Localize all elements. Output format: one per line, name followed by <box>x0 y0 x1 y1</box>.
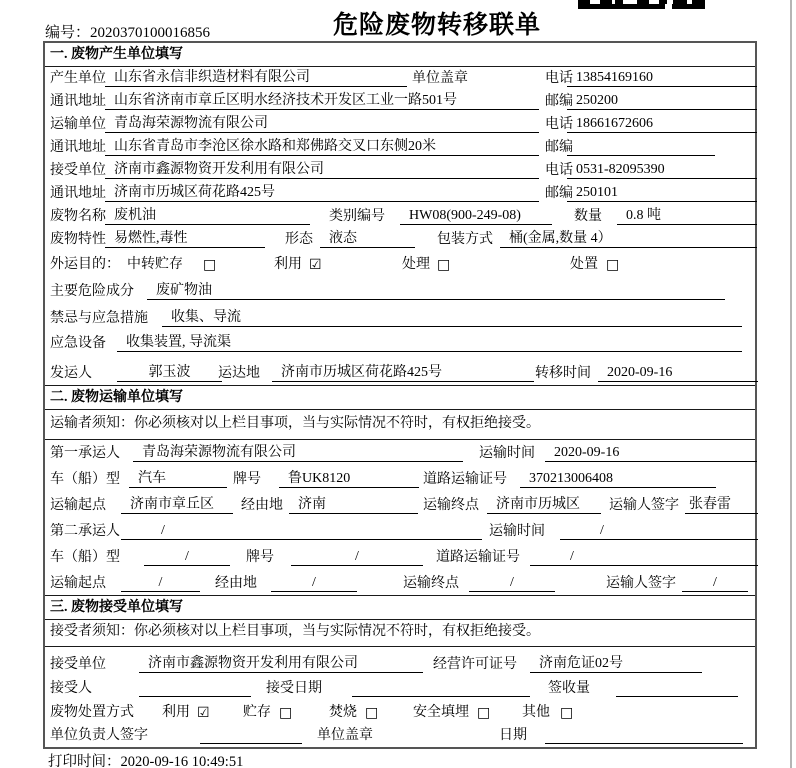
road-permit-value-2: / <box>530 548 758 566</box>
section1-title: 一. 废物产生单位填写 <box>50 47 183 62</box>
date-value <box>545 726 743 744</box>
phone-label: 电话 <box>545 71 573 86</box>
serial-number: 编号：2020370100016856 <box>45 25 211 41</box>
receiver-notice-row <box>45 619 755 647</box>
form-state-value: 液态 <box>320 230 415 248</box>
transfer-date-value: 2020-09-16 <box>598 364 758 382</box>
via-value-2: / <box>271 574 357 592</box>
receiver-unit-row <box>45 159 755 182</box>
unit-seal-label: 单位盖章 <box>317 728 373 743</box>
carrier-signature-label: 运输人签字 <box>609 498 679 513</box>
transport-date-label: 运输时间 <box>489 524 545 539</box>
page-edge-line <box>790 0 792 768</box>
receiver-unit-value: 济南市鑫源物资开发利用有限公司 <box>105 161 539 179</box>
hazard-component-row <box>45 276 755 303</box>
address-label: 通讯地址 <box>50 186 106 201</box>
producer-zip-value: 250200 <box>567 92 757 110</box>
phone-label: 电话 <box>545 163 573 178</box>
transfer-purpose-label: 外运目的： <box>50 257 120 272</box>
transporter-unit-value: 青岛海荣源物流有限公司 <box>105 115 539 133</box>
emergency-equipment-value: 收集装置, 导流渠 <box>117 334 742 352</box>
option-other: 其他 <box>522 705 550 720</box>
plate-number-label: 牌号 <box>233 472 261 487</box>
received-amount-value <box>616 679 738 697</box>
phone-label: 电话 <box>545 117 573 132</box>
form-state-label: 形态 <box>285 232 313 247</box>
manifest-table <box>43 41 757 749</box>
terminus-value: 济南市历城区 <box>487 496 601 514</box>
option-utilize: 利用 <box>162 705 190 720</box>
checkbox-utilize-2: ☑ <box>197 705 210 721</box>
destination-label: 运达地 <box>218 366 260 381</box>
accept-date-label: 接受日期 <box>266 681 322 696</box>
emergency-measures-row <box>45 303 755 330</box>
license-number-label: 经营许可证号 <box>433 657 517 672</box>
via-value: 济南 <box>289 496 418 514</box>
carrier-signature-value-2: / <box>682 574 748 592</box>
option-utilize: 利用 <box>274 257 302 272</box>
first-carrier-label: 第一承运人 <box>50 446 120 461</box>
section2-title: 二. 废物运输单位填写 <box>50 390 183 405</box>
transport-route-row-2 <box>45 569 755 595</box>
plate-number-value: 鲁UK8120 <box>279 470 419 488</box>
section1-header <box>45 43 755 67</box>
category-code-label: 类别编号 <box>329 209 385 224</box>
emergency-equipment-label: 应急设备 <box>50 336 106 351</box>
address-label: 通讯地址 <box>50 94 106 109</box>
responsible-signature-label: 单位负责人签字 <box>50 728 148 743</box>
waste-name-label: 废物名称 <box>50 209 106 224</box>
road-permit-label: 道路运输证号 <box>423 472 507 487</box>
checkbox-dispose: □ <box>606 257 620 273</box>
transporter-notice-row <box>45 409 755 440</box>
transporter-phone-value: 18661672606 <box>567 115 757 133</box>
consignor-label: 发运人 <box>50 366 92 381</box>
terminus-label: 运输终点 <box>403 576 459 591</box>
second-carrier-value: / <box>121 522 482 540</box>
producer-unit-row <box>45 67 755 90</box>
checkbox-treat: □ <box>437 257 451 273</box>
first-carrier-row <box>45 439 755 465</box>
section2-header <box>45 385 755 410</box>
receiver-address-value: 济南市历城区荷花路425号 <box>105 184 539 202</box>
origin-label: 运输起点 <box>50 576 106 591</box>
emergency-measures-value: 收集、导流 <box>162 309 742 327</box>
zip-label: 邮编 <box>545 94 573 109</box>
road-permit-value: 370213006408 <box>520 470 716 488</box>
producer-unit-value: 山东省永信非织造材料有限公司 <box>105 69 407 87</box>
disposal-method-row <box>45 700 755 724</box>
print-time: 打印时间：2020-09-16 10:49:51 <box>48 754 244 768</box>
plate-number-value-2: / <box>291 548 423 566</box>
acceptor-row <box>45 676 755 700</box>
vehicle-type-value-2: / <box>144 548 230 566</box>
producer-phone-value: 13854169160 <box>567 69 757 87</box>
receiver-notice: 接受者须知：你必须核对以上栏目事项，当与实际情况不符时，有权拒绝接受。 <box>50 624 540 639</box>
section3-header <box>45 595 755 620</box>
zip-label: 邮编 <box>545 140 573 155</box>
zip-label: 邮编 <box>545 186 573 201</box>
origin-label: 运输起点 <box>50 498 106 513</box>
destination-value: 济南市历城区荷花路425号 <box>272 364 534 382</box>
checkbox-utilize: ☑ <box>309 257 322 273</box>
vehicle-type-value: 汽车 <box>129 470 227 488</box>
receiver-address-row <box>45 182 755 205</box>
consignor-value: 郭玉波 <box>117 364 222 382</box>
accepting-unit-row <box>45 646 755 676</box>
checkbox-landfill: □ <box>477 705 491 721</box>
terminus-value-2: / <box>469 574 555 592</box>
second-carrier-label: 第二承运人 <box>50 524 120 539</box>
producer-unit-label: 产生单位 <box>50 71 106 86</box>
address-label: 通讯地址 <box>50 140 106 155</box>
emergency-equipment-row <box>45 330 755 355</box>
option-landfill: 安全填埋 <box>413 705 469 720</box>
option-storage: 贮存 <box>243 705 271 720</box>
transporter-zip-value <box>567 138 715 156</box>
transporter-address-row <box>45 136 755 159</box>
hazard-component-label: 主要危险成分 <box>50 284 134 299</box>
transfer-date-label: 转移时间 <box>535 366 591 381</box>
option-transit-storage: 中转贮存 <box>127 257 183 272</box>
responsible-signature-row <box>45 724 755 747</box>
receiver-phone-value: 0531-82095390 <box>567 161 757 179</box>
quantity-label: 数量 <box>574 209 602 224</box>
consignor-row <box>45 355 755 385</box>
responsible-signature-value <box>200 726 302 744</box>
quantity-value: 0.8 吨 <box>617 207 757 225</box>
option-incinerate: 焚烧 <box>329 705 357 720</box>
acceptor-value <box>139 679 251 697</box>
transporter-unit-row <box>45 113 755 136</box>
road-permit-label: 道路运输证号 <box>436 550 520 565</box>
carrier-signature-value: 张春雷 <box>685 496 758 514</box>
vehicle-type-row-2 <box>45 543 755 569</box>
first-carrier-value: 青岛海荣源物流有限公司 <box>133 444 463 462</box>
acceptor-label: 接受人 <box>50 681 92 696</box>
category-code-value: HW08(900-249-08) <box>400 207 552 225</box>
via-label: 经由地 <box>215 576 257 591</box>
waste-name-value: 废机油 <box>105 207 310 225</box>
origin-value: 济南市章丘区 <box>121 496 233 514</box>
accepting-unit-value: 济南市鑫源物资开发利用有限公司 <box>139 655 423 673</box>
waste-property-label: 废物特性 <box>50 232 106 247</box>
checkbox-other: □ <box>560 705 574 721</box>
disposal-method-label: 废物处置方式 <box>50 705 134 720</box>
checkbox-incinerate: □ <box>365 705 379 721</box>
terminus-label: 运输终点 <box>423 498 479 513</box>
waste-name-row <box>45 205 755 228</box>
option-treat: 处理 <box>402 257 430 272</box>
license-number-value: 济南危证02号 <box>530 655 702 673</box>
section3-title: 三. 废物接受单位填写 <box>50 600 183 615</box>
waste-property-row <box>45 228 755 251</box>
transfer-purpose-row <box>45 251 755 276</box>
accept-date-value <box>352 679 530 697</box>
packaging-value: 桶(金属,数量 4） <box>500 230 757 248</box>
transport-date-value-2: / <box>560 522 758 540</box>
packaging-label: 包装方式 <box>437 232 493 247</box>
transporter-address-value: 山东省青岛市李沧区徐水路和郑佛路交叉口东侧20米 <box>105 138 539 156</box>
page-title: 危险废物转移联单 <box>333 12 542 39</box>
unit-seal-label: 单位盖章 <box>412 71 468 86</box>
producer-address-value: 山东省济南市章丘区明水经济技术开发区工业一路501号 <box>105 92 539 110</box>
transport-route-row-1 <box>45 491 755 517</box>
option-dispose: 处置 <box>570 257 598 272</box>
carrier-signature-label: 运输人签字 <box>606 576 676 591</box>
transporter-notice: 运输者须知：你必须核对以上栏目事项，当与实际情况不符时，有权拒绝接受。 <box>50 416 540 431</box>
waste-property-value: 易燃性,毒性 <box>105 230 265 248</box>
transport-date-value: 2020-09-16 <box>545 444 757 462</box>
qr-code-fragment <box>578 0 706 9</box>
vehicle-type-row-1 <box>45 465 755 491</box>
second-carrier-row <box>45 517 755 543</box>
emergency-measures-label: 禁忌与应急措施 <box>50 311 148 326</box>
accepting-unit-label: 接受单位 <box>50 657 106 672</box>
producer-address-row <box>45 90 755 113</box>
plate-number-label: 牌号 <box>246 550 274 565</box>
vehicle-type-label: 车（船）型 <box>50 550 120 565</box>
received-amount-label: 签收量 <box>548 681 590 696</box>
transporter-unit-label: 运输单位 <box>50 117 106 132</box>
vehicle-type-label: 车（船）型 <box>50 472 120 487</box>
checkbox-transit-storage: □ <box>203 257 217 273</box>
date-label: 日期 <box>499 728 527 743</box>
checkbox-storage: □ <box>279 705 293 721</box>
receiver-zip-value: 250101 <box>567 184 757 202</box>
via-label: 经由地 <box>241 498 283 513</box>
hazard-component-value: 废矿物油 <box>147 282 725 300</box>
transport-date-label: 运输时间 <box>479 446 535 461</box>
receiver-unit-label: 接受单位 <box>50 163 106 178</box>
origin-value-2: / <box>121 574 200 592</box>
